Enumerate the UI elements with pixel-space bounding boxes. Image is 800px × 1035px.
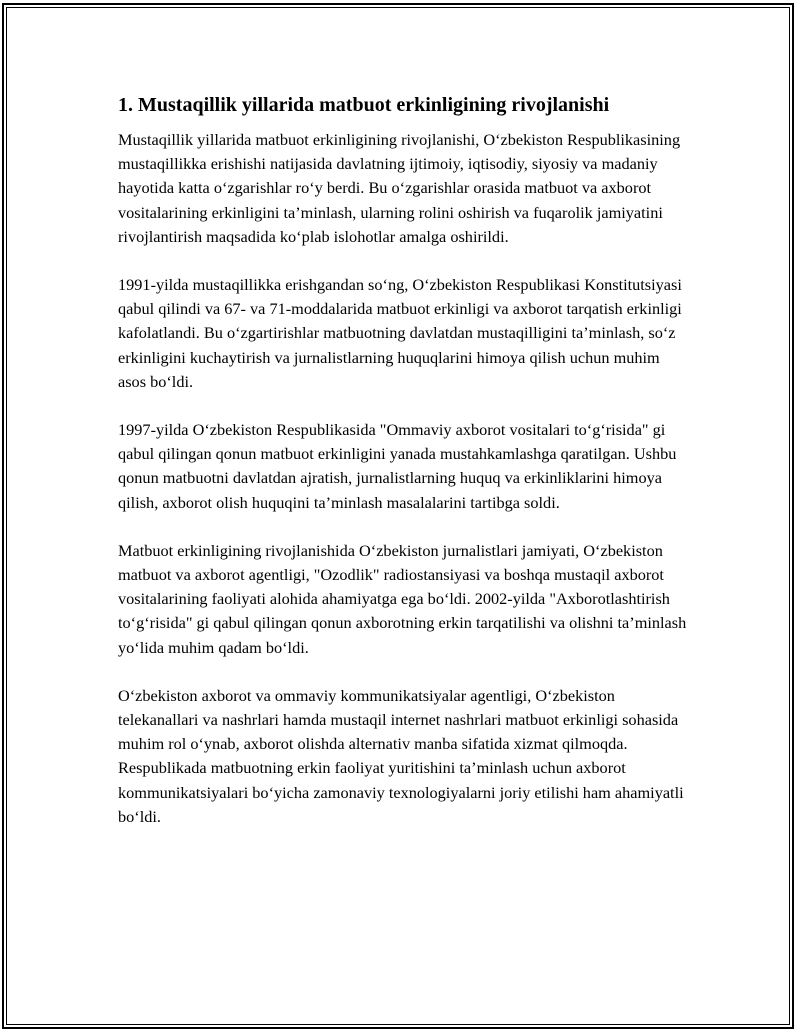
paragraph-2: 1991-yilda mustaqillikka erishgandan so‘ng, O‘zbekiston Respublikasi Konstitutsiyasi qabul qilindi va 67- va 71-moddalarida matbuot erkinligi va axborot tarqatish erkinligi kafolatlandi. Bu o‘zgartirishlar matbuotning davlatdan mustaqilligini ta’minlash, so‘z erkinligini kuchaytirish va jurnalistlarning huquqlarini himoya qilish uchun muhim asos bo‘ldi. [118, 275, 682, 391]
paragraph-4: Matbuot erkinligining rivojlanishida O‘zbekiston jurnalistlari jamiyati, O‘zbekiston matbuot va axborot agentligi, "Ozodlik" radiostansiyasi va boshqa mustaqil axborot vositalarining faoliyati alohida ahamiyatga ega bo‘ldi. 2002-yilda "Axborotlashtirish to‘g‘risida" gi qabul qilingan qonun axborotning erkin tarqatilishi va olishni ta’minlash yo‘lida muhim qadam bo‘ldi. [118, 540, 687, 657]
paragraph-3: 1997-yilda O‘zbekiston Respublikasida "Ommaviy axborot vositalari to‘g‘risida" gi qabul qilingan qonun matbuot erkinligini yanada mustahkamlashga qaratilgan. Ushbu qonun matbuotni davlatdan ajratish, jurnalistlarning huquq va erkinliklarini himoya qilish, axborot olish huquqini ta’minlash masalalarini tartibga soldi. [118, 420, 677, 512]
section-heading: 1. Mustaqillik yillarida matbuot erkinligining rivojlanishi [118, 94, 610, 116]
paragraph-1: Mustaqillik yillarida matbuot erkinligining rivojlanishi, O‘zbekiston Respublikasining mustaqillikka erishishi natijasida davlatning ijtimoiy, iqtisodiy, siyosiy va madaniy hayotida katta o‘zgarishlar ro‘y berdi. Bu o‘zgarishlar orasida matbuot va axborot vositalarining erkinligini ta’minlash, ularning rolini oshirish va fuqarolik jamiyatini rivojlantirish maqsadida ko‘plab islohotlar amalga oshirildi. [118, 130, 681, 246]
document-page [118, 92, 688, 853]
paragraph-5: O‘zbekiston axborot va ommaviy kommunikatsiyalar agentligi, O‘zbekiston telekanallari va nashrlari hamda mustaqil internet nashrlari matbuot erkinligi sohasida muhim rol o‘ynab, axborot olishda alternativ manba sifatida xizmat qilmoqda. Respublikada matbuotning erkin faoliyat yuritishini ta’minlash uchun axborot kommunikatsiyalari bo‘yicha zamonaviy texnologiyalarni joriy etilishi ham ahamiyatli bo‘ldi. [118, 685, 684, 826]
